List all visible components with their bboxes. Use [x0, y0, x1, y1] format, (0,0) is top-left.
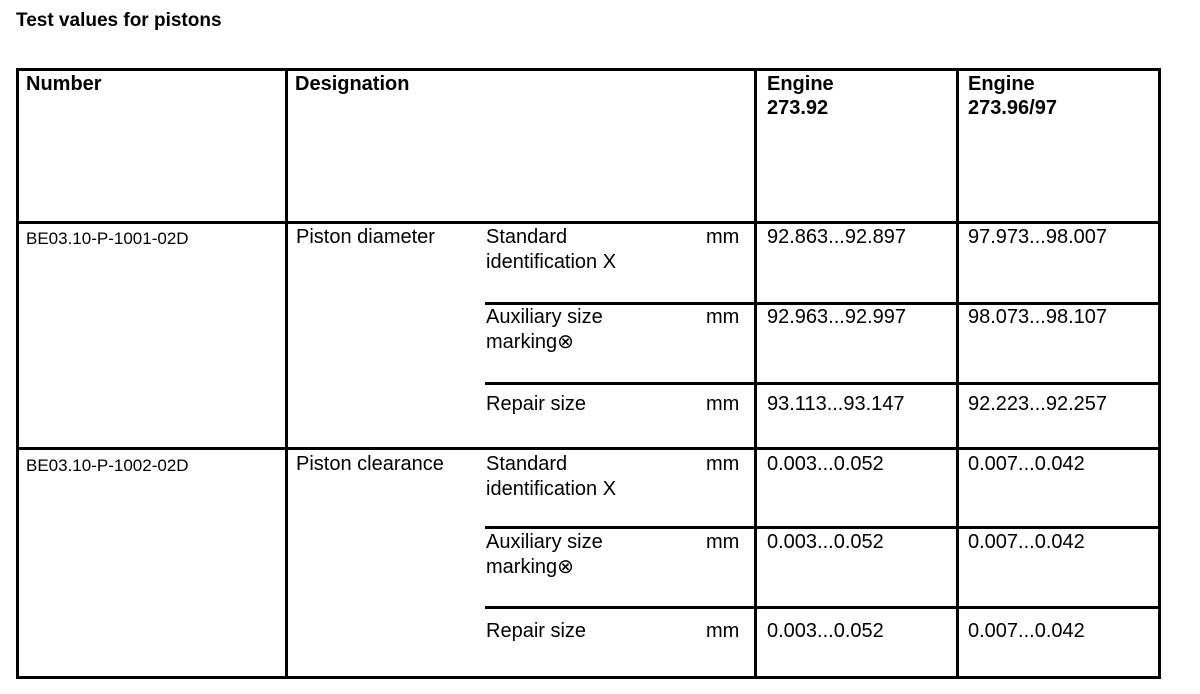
engine-2-value: 98.073...98.107 — [968, 306, 1108, 328]
column-divider — [285, 71, 288, 676]
row-label: identification X — [486, 251, 617, 273]
group-designation: Piston clearance — [296, 453, 444, 475]
header-designation: Designation — [295, 73, 410, 95]
row-label: marking⊗ — [486, 331, 574, 353]
row-unit: mm — [706, 226, 740, 248]
engine-2-value: 0.007...0.042 — [968, 453, 1085, 475]
engine-1-value: 0.003...0.052 — [767, 531, 884, 553]
row-label: Auxiliary size — [486, 531, 603, 553]
group-number: BE03.10-P-1002-02D — [26, 456, 189, 475]
engine-1-value: 93.113...93.147 — [767, 393, 905, 415]
row-label: identification X — [486, 478, 617, 500]
row-unit: mm — [706, 393, 740, 415]
row-unit: mm — [706, 306, 740, 328]
engine-2-value: 0.007...0.042 — [968, 531, 1085, 553]
header-number: Number — [26, 73, 102, 95]
column-divider — [754, 71, 757, 676]
test-values-table — [16, 68, 1161, 679]
row-divider — [19, 221, 1158, 224]
group-number: BE03.10-P-1001-02D — [26, 229, 189, 248]
engine-1-value: 92.863...92.897 — [767, 226, 907, 248]
header-engine-2-code: 273.96/97 — [968, 97, 1057, 119]
header-engine-1-label: Engine — [767, 73, 834, 95]
row-label: Standard — [486, 226, 568, 248]
engine-2-value: 97.973...98.007 — [968, 226, 1108, 248]
sub-row-divider — [485, 526, 1158, 529]
row-label: Repair size — [486, 393, 587, 415]
row-label: Standard — [486, 453, 568, 475]
row-label: Auxiliary size — [486, 306, 603, 328]
engine-2-value: 0.007...0.042 — [968, 620, 1085, 642]
engine-1-value: 92.963...92.997 — [767, 306, 907, 328]
page-title: Test values for pistons — [16, 10, 222, 31]
sub-row-divider — [485, 382, 1158, 385]
row-unit: mm — [706, 620, 740, 642]
sub-row-divider — [485, 606, 1158, 609]
header-engine-1-code: 273.92 — [767, 97, 829, 119]
engine-1-value: 0.003...0.052 — [767, 620, 884, 642]
group-designation: Piston diameter — [296, 226, 435, 248]
row-label: marking⊗ — [486, 556, 574, 578]
column-divider — [956, 71, 959, 676]
row-unit: mm — [706, 531, 740, 553]
row-unit: mm — [706, 453, 740, 475]
row-divider — [19, 447, 1158, 450]
engine-1-value: 0.003...0.052 — [767, 453, 884, 475]
row-label: Repair size — [486, 620, 587, 642]
engine-2-value: 92.223...92.257 — [968, 393, 1108, 415]
header-engine-2-label: Engine — [968, 73, 1035, 95]
